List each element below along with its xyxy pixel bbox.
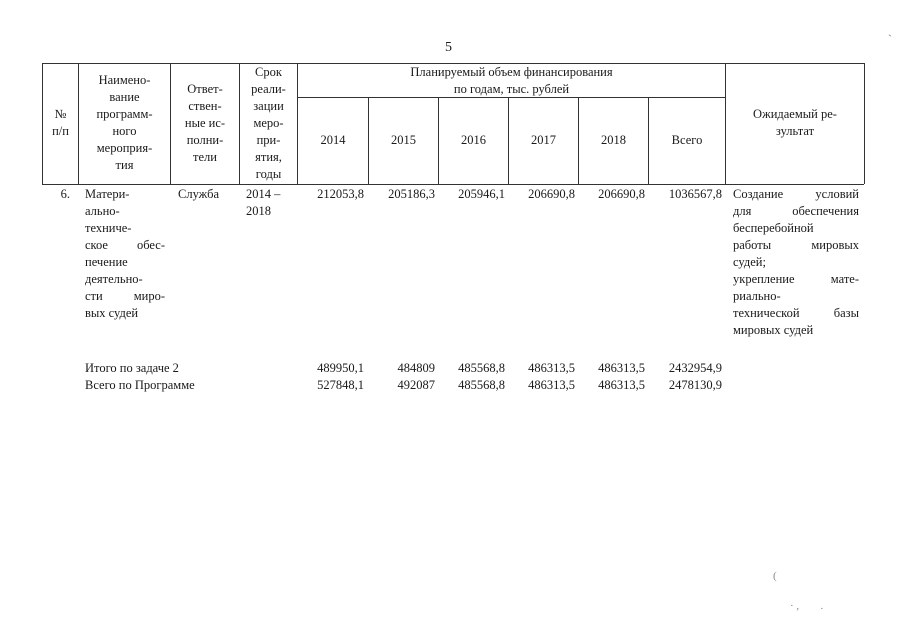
- total-value-all: 2478130,9: [668, 378, 722, 392]
- row-responsible: Служба: [178, 187, 220, 201]
- row-term: 2014 – 2018: [246, 187, 281, 218]
- header-year-2016: 2016: [461, 133, 486, 147]
- total-label: Всего по Программе: [85, 378, 195, 392]
- header-year-2018: 2018: [601, 133, 626, 147]
- total-value-2017: 486313,5: [528, 361, 575, 375]
- header-num: № п/п: [52, 107, 69, 138]
- total-value-2015: 492087: [397, 378, 435, 392]
- header-result: Ожидаемый ре- зультат: [753, 107, 837, 138]
- total-value-all: 2432954,9: [668, 361, 722, 375]
- header-year-2017: 2017: [531, 133, 556, 147]
- header-term: Срок реали- зации меро- при- ятия, годы: [251, 65, 286, 181]
- row-value-2017: 206690,8: [528, 187, 575, 201]
- total-value-2018: 486313,5: [598, 378, 645, 392]
- total-value-2016: 485568,8: [458, 378, 505, 392]
- row-num: 6.: [60, 187, 70, 201]
- scan-speck: (: [773, 570, 777, 582]
- total-label: Итого по задаче 2: [85, 361, 179, 375]
- header-funding-title: Планируемый объем финансирования по годам, тыс. рублей: [410, 65, 613, 96]
- total-value-2014: 527848,1: [317, 378, 364, 392]
- total-value-2016: 485568,8: [458, 361, 505, 375]
- row-name: Матери- ально- техниче- ское обес- печение деятельно- сти миро- вых судей: [85, 187, 165, 320]
- row-result: Создание условий для обеспечения бесперебойной работы мировых судей; укрепление мате- риально- технической базы мировых судей: [733, 187, 859, 337]
- page-number: 5: [445, 40, 452, 55]
- header-year-2014: 2014: [320, 133, 346, 147]
- row-value-2018: 206690,8: [598, 187, 645, 201]
- row-value-2016: 205946,1: [458, 187, 505, 201]
- row-value-2015: 205186,3: [388, 187, 435, 201]
- total-value-2015: 484809: [397, 361, 435, 375]
- header-total: Всего: [671, 133, 703, 147]
- total-value-2017: 486313,5: [528, 378, 575, 392]
- header-responsible: Ответ- ствен- ные ис- полни- тели: [184, 82, 226, 164]
- header-name: Наимено- вание программ- ного мероприя- тия: [96, 73, 153, 172]
- header-year-2015: 2015: [391, 133, 416, 147]
- row-value-2014: 212053,8: [317, 187, 364, 201]
- total-value-2018: 486313,5: [598, 361, 645, 375]
- scan-speck: ·: [820, 603, 824, 615]
- scan-speck: · ,: [790, 600, 800, 612]
- row-value-total: 1036567,8: [668, 187, 722, 201]
- total-value-2014: 489950,1: [317, 361, 364, 375]
- corner-mark: `: [888, 32, 892, 46]
